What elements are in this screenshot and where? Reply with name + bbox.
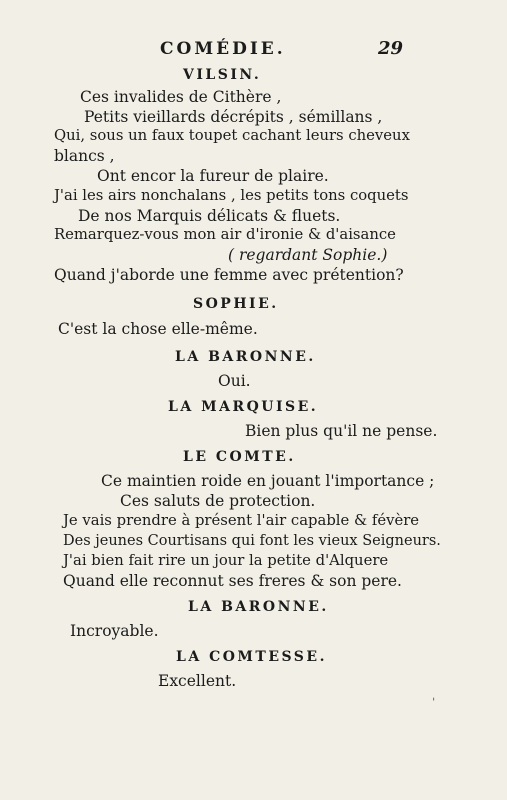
- verse-line: Oui.: [218, 372, 251, 390]
- verse-line: Quand j'aborde une femme avec prétention?: [54, 266, 404, 284]
- verse-line: Des jeunes Courtisans qui font les vieux Seigneurs.: [63, 533, 441, 549]
- speaker-le-comte: LE COMTE.: [183, 449, 296, 465]
- speaker-la-marquise: LA MARQUISE.: [168, 399, 319, 415]
- running-title: COMÉDIE.: [160, 39, 286, 59]
- speaker-la-comtesse: LA COMTESSE.: [176, 649, 327, 665]
- speaker-la-baronne: LA BARONNE.: [175, 349, 316, 365]
- verse-line: Je vais prendre à présent l'air capable & févère: [63, 512, 420, 529]
- verse-line: Remarquez-vous mon air d'ironie & d'aisance: [54, 226, 396, 243]
- speaker-sophie: SOPHIE.: [193, 296, 279, 312]
- verse-line: J'ai bien fait rire un jour la petite d'Alquere: [63, 552, 389, 569]
- verse-line: J'ai les airs nonchalans , les petits tons coquets: [54, 187, 409, 204]
- verse-line: Petits vieillards décrépits , sémillans ,: [84, 108, 383, 126]
- verse-line: Ces invalides de Cithère ,: [80, 88, 282, 106]
- verse-line: Ces saluts de protection.: [120, 492, 316, 510]
- verse-line: Quand elle reconnut ses freres & son pere.: [63, 572, 402, 590]
- verse-line: blancs ,: [54, 147, 115, 165]
- verse-line: Bien plus qu'il ne pense.: [245, 422, 438, 440]
- verse-line: Ce maintien roide en jouant l'importance ;: [101, 472, 435, 490]
- verse-line: Excellent.: [158, 672, 237, 690]
- page-number: 29: [378, 38, 404, 59]
- verse-line: Ont encor la fureur de plaire.: [97, 167, 329, 185]
- verse-line: De nos Marquis délicats & fluets.: [78, 207, 341, 225]
- speaker-la-baronne: LA BARONNE.: [188, 599, 329, 615]
- verse-line: Qui, sous un faux toupet cachant leurs cheveux: [54, 127, 410, 144]
- verse-line: C'est la chose elle-même.: [58, 320, 258, 338]
- stage-direction: ( regardant Sophie.): [228, 246, 388, 264]
- verse-line: Incroyable.: [70, 622, 159, 640]
- ink-mark: ˌ: [432, 688, 436, 702]
- speaker-vilsin: VILSIN.: [183, 67, 262, 83]
